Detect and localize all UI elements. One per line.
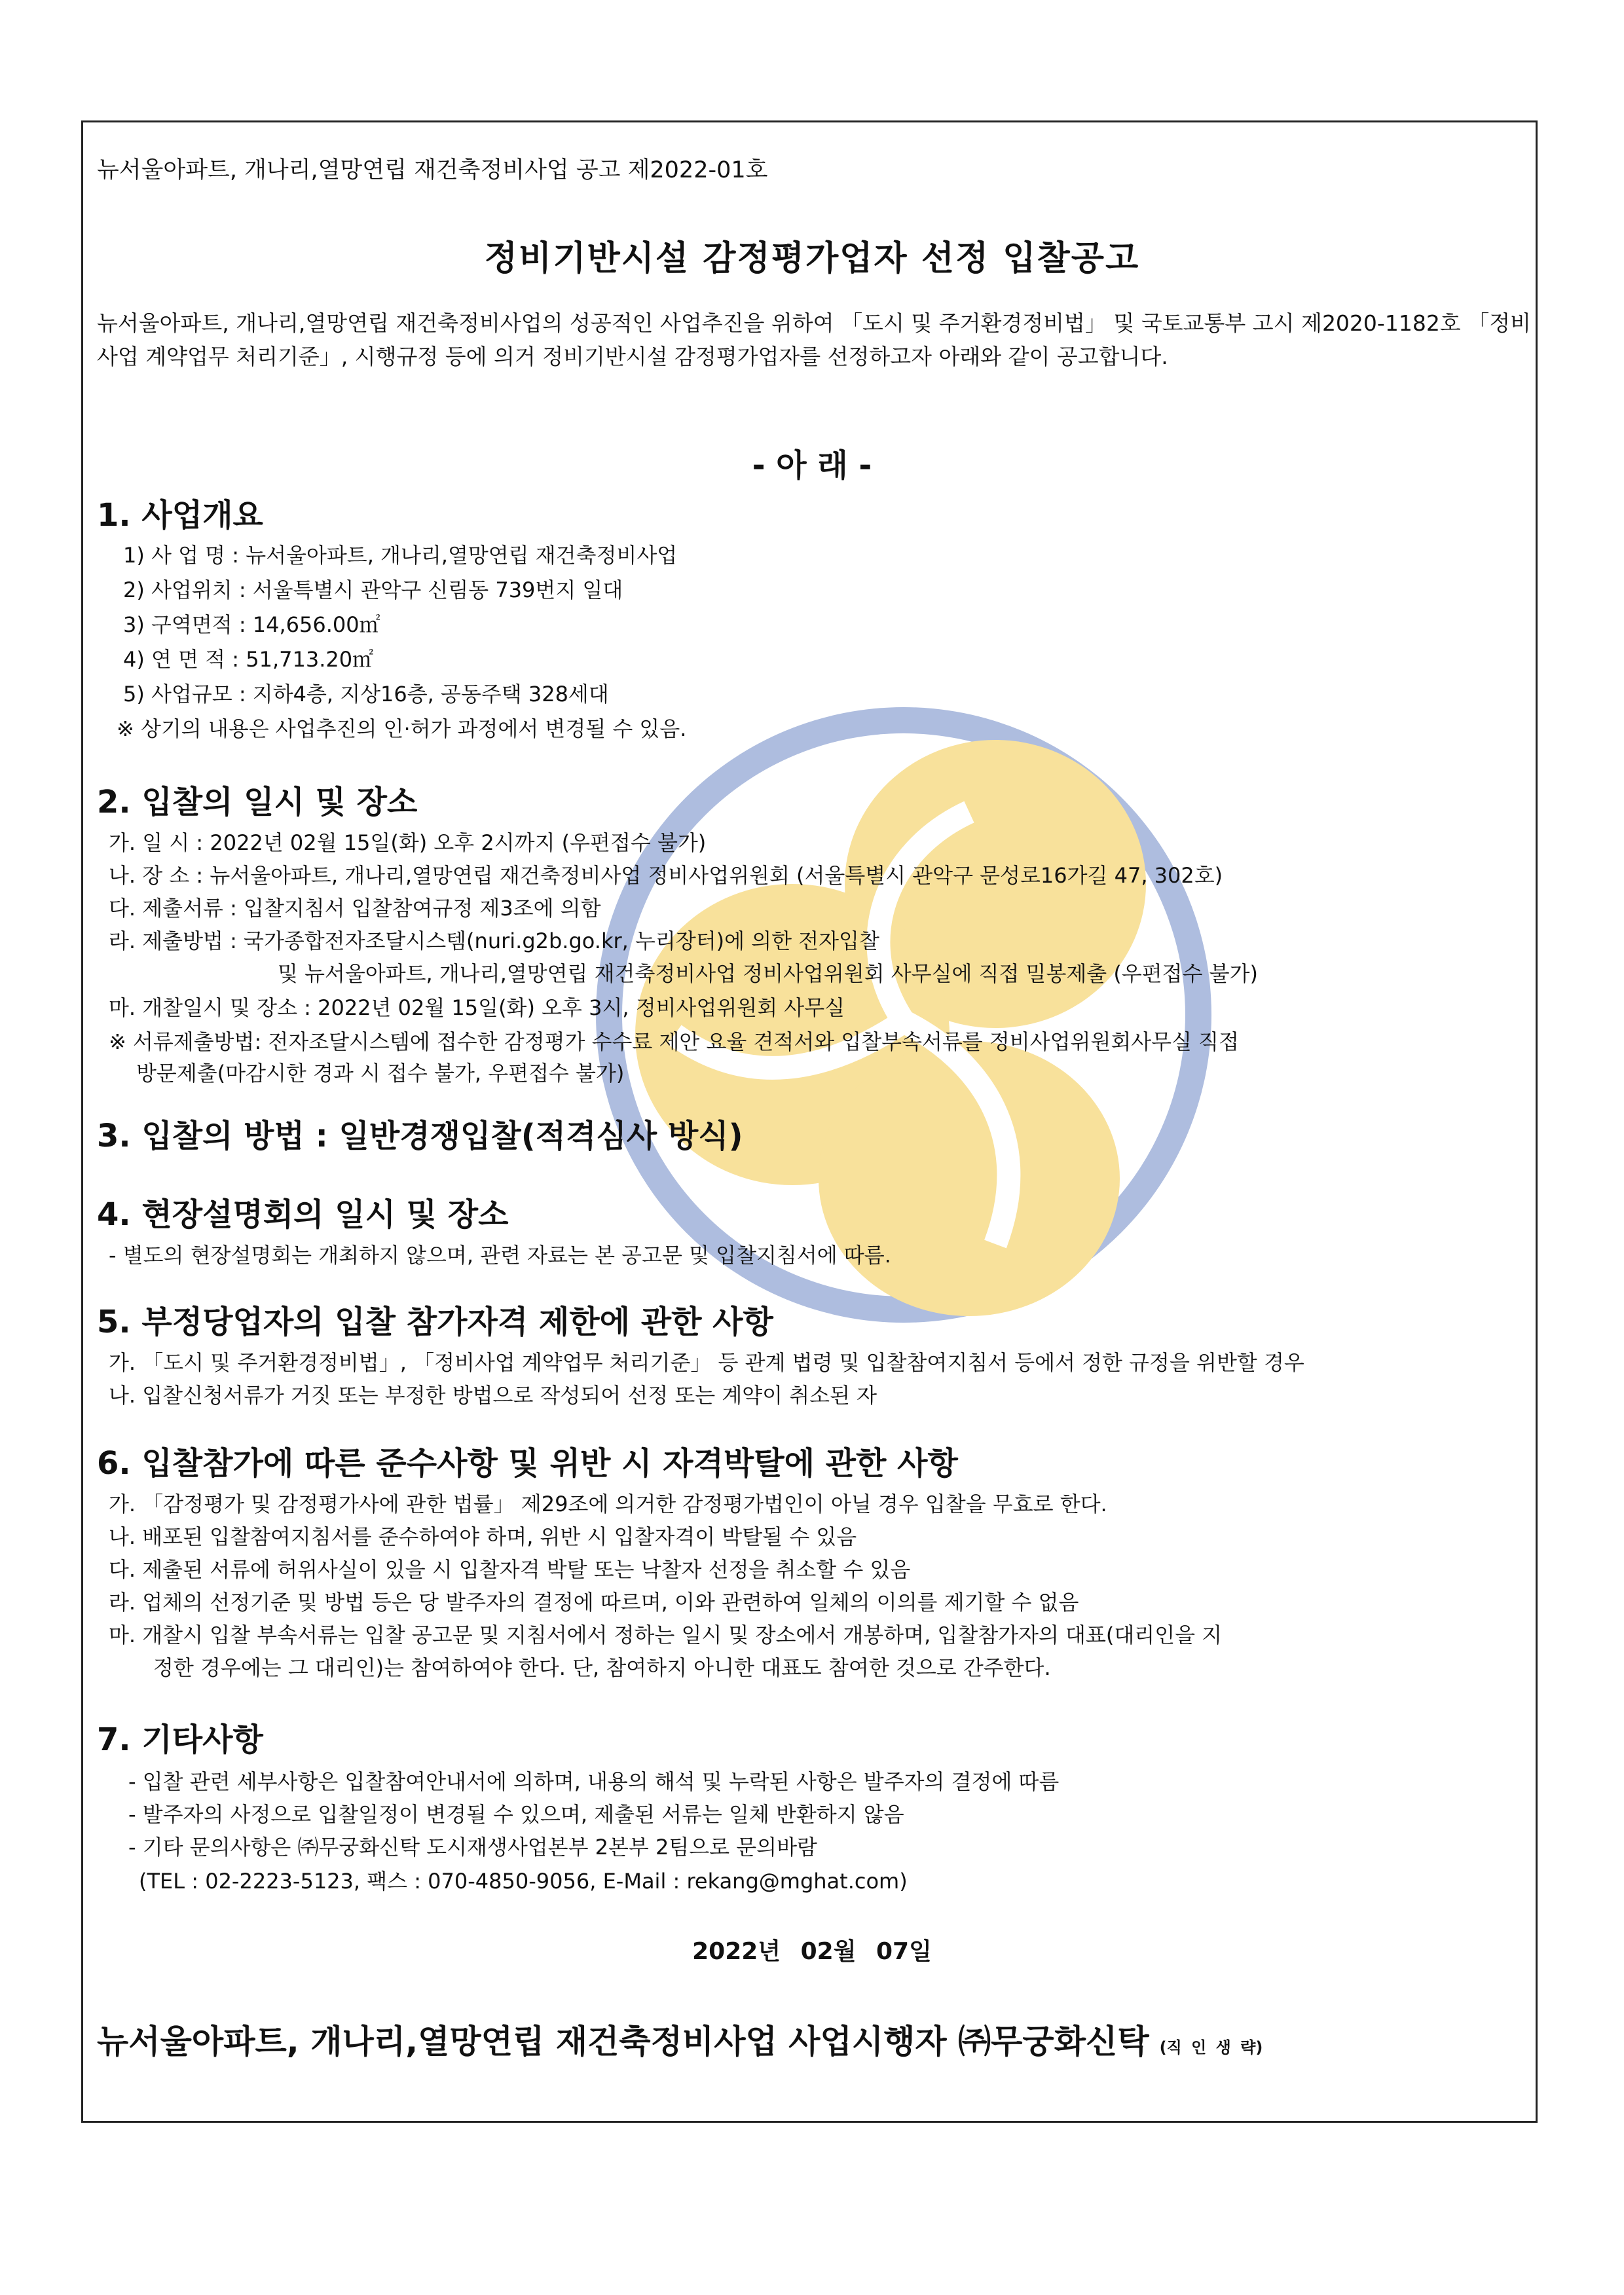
section-7-line: - 입찰 관련 세부사항은 입찰참여안내서에 의하며, 내용의 해석 및 누락된 사항은 발주자의 결정에 따름 — [128, 1769, 1060, 1794]
signature-name: 뉴서울아파트, 개나리,열망연립 재건축정비사업 사업시행자 ㈜무궁화신탁 — [97, 2023, 1149, 2061]
section-2-note: 방문제출(마감시한 경과 시 접수 불가, 우편접수 불가) — [136, 1061, 625, 1086]
section-1-line: 3) 구역면적 : 14,656.00㎡ — [123, 612, 380, 637]
seal-note: (직 인 생 략) — [1159, 2038, 1263, 2057]
section-6-line: 가. 「감정평가 및 감정평가사에 관한 법률」 제29조에 의거한 감정평가법인이 아닐 경우 입찰을 무효로 한다. — [109, 1492, 1107, 1516]
section-6-line: 다. 제출된 서류에 허위사실이 있을 시 입찰자격 박탈 또는 낙찰자 선정을 취소할 수 있음 — [109, 1557, 911, 1582]
section-2-line: 나. 장 소 : 뉴서울아파트, 개나리,열망연립 재건축정비사업 정비사업위원회 (서울특별시 관악구 문성로16가길 47, 302호) — [109, 863, 1223, 888]
below-marker: - 아 래 - — [752, 447, 872, 484]
section-1-line: 2) 사업위치 : 서울특별시 관악구 신림동 739번지 일대 — [123, 578, 623, 602]
section-2-line: 및 뉴서울아파트, 개나리,열망연립 재건축정비사업 정비사업위원회 사무실에 직접 밀봉제출 (우편접수 불가) — [278, 961, 1258, 986]
section-7-heading: 7. 기타사항 — [97, 1721, 263, 1758]
section-4-line: - 별도의 현장설명회는 개최하지 않으며, 관련 자료는 본 공고문 및 입찰지침서에 따름. — [109, 1243, 891, 1268]
section-1-line: 4) 연 면 적 : 51,713.20㎡ — [123, 647, 374, 672]
section-1-line: 1) 사 업 명 : 뉴서울아파트, 개나리,열망연립 재건축정비사업 — [123, 543, 678, 568]
contact-info: (TEL : 02-2223-5123, 팩스 : 070-4850-9056, E-Mail : rekang@mghat.com) — [139, 1869, 908, 1894]
announcement-number: 뉴서울아파트, 개나리,열망연립 재건축정비사업 공고 제2022-01호 — [97, 157, 768, 183]
section-5-heading: 5. 부정당업자의 입찰 참가자격 제한에 관한 사항 — [97, 1304, 773, 1340]
section-7-line: - 발주자의 사정으로 입찰일정이 변경될 수 있으며, 제출된 서류는 일체 반환하지 않음 — [128, 1802, 904, 1827]
section-2-line: 가. 일 시 : 2022년 02월 15일(화) 오후 2시까지 (우편접수 불가) — [109, 830, 707, 855]
section-2-line: 다. 제출서류 : 입찰지침서 입찰참여규정 제3조에 의함 — [109, 896, 601, 921]
section-4-heading: 4. 현장설명회의 일시 및 장소 — [97, 1196, 509, 1233]
intro-paragraph: 뉴서울아파트, 개나리,열망연립 재건축정비사업의 성공적인 사업추진을 위하여 「도시 및 주거환경정비법」 및 국토교통부 고시 제2020-1182호 「정비사업 계약업무 처리기준」, 시행규정 등에 의거 정비기반시설 감정평가업자를 선정하고자 아래와 같이 공고합니다. — [97, 310, 1531, 369]
signature-block — [97, 2015, 1263, 2063]
section-2-line: 라. 제출방법 : 국가종합전자조달시스템(nuri.g2b.go.kr, 누리장터)에 의한 전자입찰 — [109, 928, 879, 953]
section-6-line: 라. 업체의 선정기준 및 방법 등은 당 발주자의 결정에 따르며, 이와 관련하여 일체의 이의를 제기할 수 없음 — [109, 1590, 1079, 1615]
section-5-line: 가. 「도시 및 주거환경정비법」, 「정비사업 계약업무 처리기준」 등 관계 법령 및 입찰참여지침서 등에서 정한 규정을 위반할 경우 — [109, 1350, 1304, 1375]
section-6-line: 마. 개찰시 입찰 부속서류는 입찰 공고문 및 지침서에서 정하는 일시 및 장소에서 개봉하며, 입찰참가자의 대표(대리인을 지 — [109, 1623, 1223, 1647]
signature-date: 2022년 02월 07일 — [692, 1938, 932, 1965]
section-6-heading: 6. 입찰참가에 따른 준수사항 및 위반 시 자격박탈에 관한 사항 — [97, 1445, 958, 1482]
section-2-heading: 2. 입찰의 일시 및 장소 — [97, 784, 418, 820]
section-3-heading: 3. 입찰의 방법 : 일반경쟁입찰(적격심사 방식) — [97, 1118, 743, 1154]
section-1-line: 5) 사업규모 : 지하4층, 지상16층, 공동주택 328세대 — [123, 682, 609, 707]
section-2-note: ※ 서류제출방법: 전자조달시스템에 접수한 감정평가 수수료 제안 요율 견적서와 입찰부속서류를 정비사업위원회사무실 직접 — [109, 1029, 1239, 1054]
section-1-note: ※ 상기의 내용은 사업추진의 인·허가 과정에서 변경될 수 있음. — [117, 716, 687, 741]
section-1-heading: 1. 사업개요 — [97, 497, 263, 534]
section-7-line: - 기타 문의사항은 ㈜무궁화신탁 도시재생사업본부 2본부 2팀으로 문의바람 — [128, 1835, 817, 1860]
document-title: 정비기반시설 감정평가업자 선정 입찰공고 — [484, 239, 1140, 278]
section-6-line: 나. 배포된 입찰참여지침서를 준수하여야 하며, 위반 시 입찰자격이 박탈될 수 있음 — [109, 1524, 857, 1549]
section-2-line: 마. 개찰일시 및 장소 : 2022년 02월 15일(화) 오후 3시, 정비사업위원회 사무실 — [109, 995, 845, 1020]
section-6-line: 정한 경우에는 그 대리인)는 참여하여야 한다. 단, 참여하지 아니한 대표도 참여한 것으로 간주한다. — [153, 1655, 1051, 1680]
section-5-line: 나. 입찰신청서류가 거짓 또는 부정한 방법으로 작성되어 선정 또는 계약이 취소된 자 — [109, 1383, 877, 1408]
